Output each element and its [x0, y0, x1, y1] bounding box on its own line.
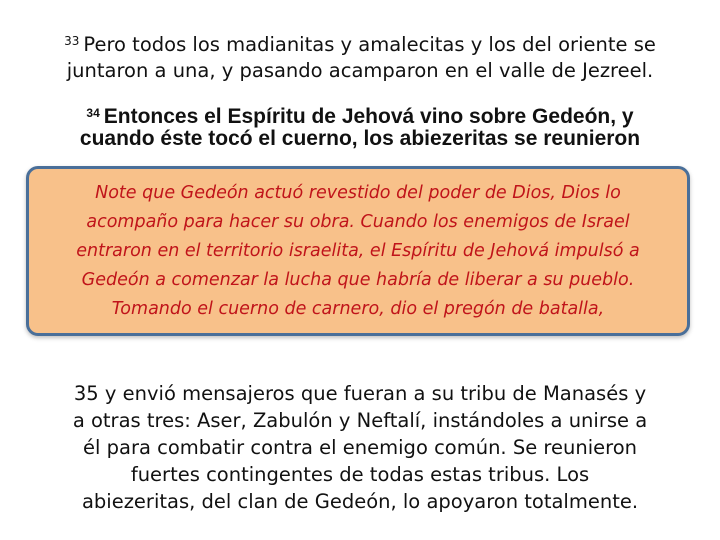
- note-line-5: Tomando el cuerno de carnero, dio el pregón de batalla,: [111, 298, 605, 319]
- verse-33-number: 33: [64, 34, 80, 48]
- note-line-1: Note que Gedeón actuó revestido del poder de Dios, Dios lo: [95, 182, 621, 203]
- verse-35-line-4: fuertes contingentes de todas estas tribus. Los: [130, 463, 590, 486]
- note-line-2: acompaño para hacer su obra. Cuando los enemigos de Israel: [86, 211, 630, 232]
- note-line-4: Gedeón a comenzar la lucha que habría de liberar a su pueblo.: [81, 269, 635, 290]
- verse-33-text-1: Pero todos los madianitas y amalecitas y los del oriente se: [83, 33, 656, 56]
- verse-35-line-3: él para combatir contra el enemigo común. Se reunieron: [83, 436, 637, 459]
- verse-34: [10, 100, 710, 152]
- note-line-3: entraron en el territorio israelita, el Espíritu de Jehová impulsó a: [76, 240, 640, 261]
- note-callout-box: [26, 166, 690, 336]
- verse-34-number: 34: [86, 106, 100, 120]
- verse-35-line-2: a otras tres: Aser, Zabulón y Neftalí, instándoles a unirse a: [72, 409, 648, 432]
- verse-34-text-1: Entonces el Espíritu de Jehová vino sobre Gedeón, y: [103, 105, 634, 128]
- verse-35-line-5: abiezeritas, del clan de Gedeón, lo apoyaron totalmente.: [81, 490, 639, 513]
- verse-34-line-2: cuando éste tocó el cuerno, los abiezeritas se reunieron: [79, 127, 641, 150]
- verse-35: [18, 380, 702, 515]
- verse-33-line-1: [20, 28, 700, 58]
- verse-35-line-1: 35 y envió mensajeros que fueran a su tribu de Manasés y: [73, 382, 647, 405]
- verse-34-line-1: [10, 100, 710, 126]
- verse-33: [20, 28, 700, 84]
- verse-33-line-2: juntaron a una, y pasando acamparon en el valle de Jezreel.: [66, 59, 654, 82]
- note-text: [76, 179, 639, 324]
